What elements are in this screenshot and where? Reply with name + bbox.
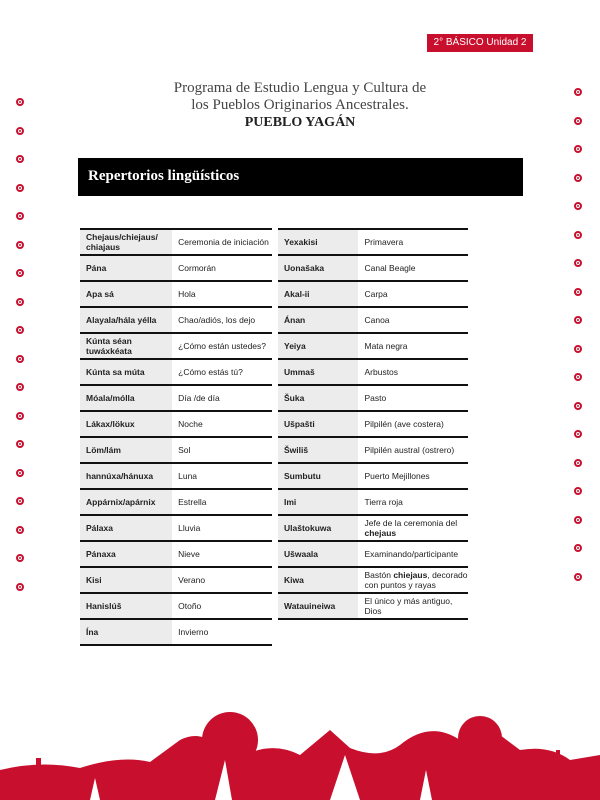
decorative-dot-icon [16,98,24,106]
meaning-text: Jefe de la ceremonia del [364,518,458,528]
meaning-text: Bastón [364,570,394,580]
table-row [278,542,468,568]
decorative-dot-icon [574,373,582,381]
title-line-2: los Pueblos Originarios Ancestrales. [191,97,409,113]
term-cell: Apa sá [80,282,172,306]
meaning-cell: Luna [178,471,198,481]
decorative-dot-icon [574,430,582,438]
decorative-dots-right [574,88,582,601]
term-cell: Yexakisi [278,230,358,254]
table-row [80,438,272,464]
term-cell: Kisi [80,568,172,592]
meaning-cell: Pilpilén (ave costera) [364,419,444,429]
meaning-bold-text: chejaus [364,528,397,538]
term-cell: Šwiliš [278,438,358,462]
table-row [80,386,272,412]
meaning-cell: Canoa [364,315,390,325]
term-cell: Watauineiwa [278,594,358,618]
term-cell: Ušpašti [278,412,358,436]
term-cell: Sumbutu [278,464,358,488]
table-row [278,438,468,464]
decorative-dot-icon [574,88,582,96]
decorative-dot-icon [574,259,582,267]
table-row [80,282,272,308]
table-row [80,620,272,646]
meaning-cell: Día /de día [178,393,220,403]
meaning-cell: Pasto [364,393,387,403]
decorative-dot-icon [574,117,582,125]
term-cell: Pána [80,256,172,280]
vocabulary-table-right [278,228,468,620]
term-cell: Ušwaala [278,542,358,566]
term-cell: Pálaxa [80,516,172,540]
decorative-dot-icon [574,174,582,182]
meaning-cell: Nieve [178,549,200,559]
decorative-dot-icon [16,127,24,135]
meaning-cell: Arbustos [364,367,399,377]
section-header: Repertorios lingüísticos [78,158,523,196]
table-row [80,334,272,360]
meaning-cell: Cormorán [178,263,216,273]
term-cell: Alayala/hála yélla [80,308,172,332]
table-row [80,542,272,568]
decorative-dot-icon [574,202,582,210]
term-cell: Chejaus/chiejaus/ chiajaus [80,230,172,254]
table-row [80,230,272,256]
table-row [80,360,272,386]
decorative-dot-icon [574,459,582,467]
meaning-cell: Primavera [364,237,404,247]
table-row [278,386,468,412]
decorative-dot-icon [574,573,582,581]
term-cell: Ulaštokuwa [278,516,358,540]
decorative-dot-icon [574,544,582,552]
decorative-dot-icon [574,231,582,239]
term-cell: Yeiya [278,334,358,358]
table-row [278,568,468,594]
meaning-cell: Noche [178,419,203,429]
table-row [80,308,272,334]
decorative-dot-icon [16,497,24,505]
decorative-dot-icon [574,345,582,353]
title-line-3: PUEBLO YAGÁN [244,115,356,130]
meaning-cell: El único y más antiguo, Dios [364,596,453,616]
decorative-dot-icon [16,583,24,591]
decorative-dot-icon [16,184,24,192]
decorative-dot-icon [574,487,582,495]
meaning-cell: Carpa [364,289,388,299]
decorative-dot-icon [16,383,24,391]
decorative-dot-icon [574,288,582,296]
meaning-cell: Lluvia [178,523,201,533]
meaning-text-after: , decorado con puntos y rayas [364,570,468,590]
table-row [278,594,468,620]
table-row [278,334,468,360]
decorative-dot-icon [16,155,24,163]
meaning-cell: Hola [178,289,196,299]
meaning-cell: Pilpilén austral (ostrero) [364,445,455,455]
term-cell: Ína [80,620,172,644]
meaning-cell: Chao/adiós, los dejo [178,315,256,325]
table-row [80,412,272,438]
decorative-dot-icon [16,241,24,249]
decorative-dot-icon [574,145,582,153]
table-row [80,464,272,490]
table-row [278,256,468,282]
table-row [80,516,272,542]
decorative-dot-icon [16,526,24,534]
term-cell: Lákax/lökux [80,412,172,436]
meaning-cell: Puerto Mejillones [364,471,430,481]
decorative-dots-left [16,98,24,611]
meaning-cell: Tierra roja [364,497,403,507]
meaning-cell: Ceremonia de iniciación [178,237,269,247]
term-cell: Ummaš [278,360,358,384]
term-cell: Kiwa [278,568,358,592]
term-cell: Imi [278,490,358,514]
table-row [278,490,468,516]
meaning-cell: ¿Cómo estás tú? [178,367,243,377]
table-row [80,490,272,516]
decorative-dot-icon [16,212,24,220]
term-cell: Appárnix/apárnix [80,490,172,514]
meaning-cell: Examinando/participante [364,549,459,559]
meaning-cell [358,516,468,540]
table-row [278,308,468,334]
grade-badge: 2° BÁSICO Unidad 2 [427,34,533,52]
meaning-cell: Verano [178,575,206,585]
meaning-cell: Canal Beagle [364,263,416,273]
decorative-dot-icon [574,516,582,524]
table-row [278,282,468,308]
term-cell: Móala/mólla [80,386,172,410]
decorative-dot-icon [16,440,24,448]
decorative-dot-icon [16,298,24,306]
title-line-1: Programa de Estudio Lengua y Cultura de [173,80,427,96]
decorative-landscape-banner [0,700,600,800]
term-cell: Löm/lám [80,438,172,462]
term-cell: Pánaxa [80,542,172,566]
term-cell: Akal-ii [278,282,358,306]
table-row [278,464,468,490]
vocabulary-table-left [80,228,272,646]
decorative-dot-icon [16,412,24,420]
table-row [80,594,272,620]
term-cell: Šuka [278,386,358,410]
meaning-cell [358,568,468,592]
decorative-dot-icon [574,402,582,410]
table-row [278,516,468,542]
term-cell: Hanislúš [80,594,172,618]
decorative-dot-icon [16,554,24,562]
term-cell: Uonašaka [278,256,358,280]
term-cell: Kúnta séan tuwáxkéata [80,334,172,358]
decorative-dot-icon [16,269,24,277]
term-cell: hannúxa/hánuxa [80,464,172,488]
table-row [80,256,272,282]
table-row [278,230,468,256]
table-row [278,360,468,386]
table-row [278,412,468,438]
meaning-cell: Mata negra [364,341,408,351]
meaning-cell: ¿Cómo están ustedes? [178,341,267,351]
decorative-dot-icon [16,355,24,363]
page-title [100,80,500,131]
decorative-dot-icon [574,316,582,324]
meaning-cell: Estrella [178,497,207,507]
meaning-cell: Otoño [178,601,202,611]
term-cell: Kúnta sa múta [80,360,172,384]
meaning-cell: Sol [178,445,191,455]
table-row [80,568,272,594]
term-cell: Ánan [278,308,358,332]
meaning-cell: Invierno [178,627,209,637]
meaning-bold-text: chiejaus [393,570,428,580]
decorative-dot-icon [16,326,24,334]
decorative-dot-icon [16,469,24,477]
